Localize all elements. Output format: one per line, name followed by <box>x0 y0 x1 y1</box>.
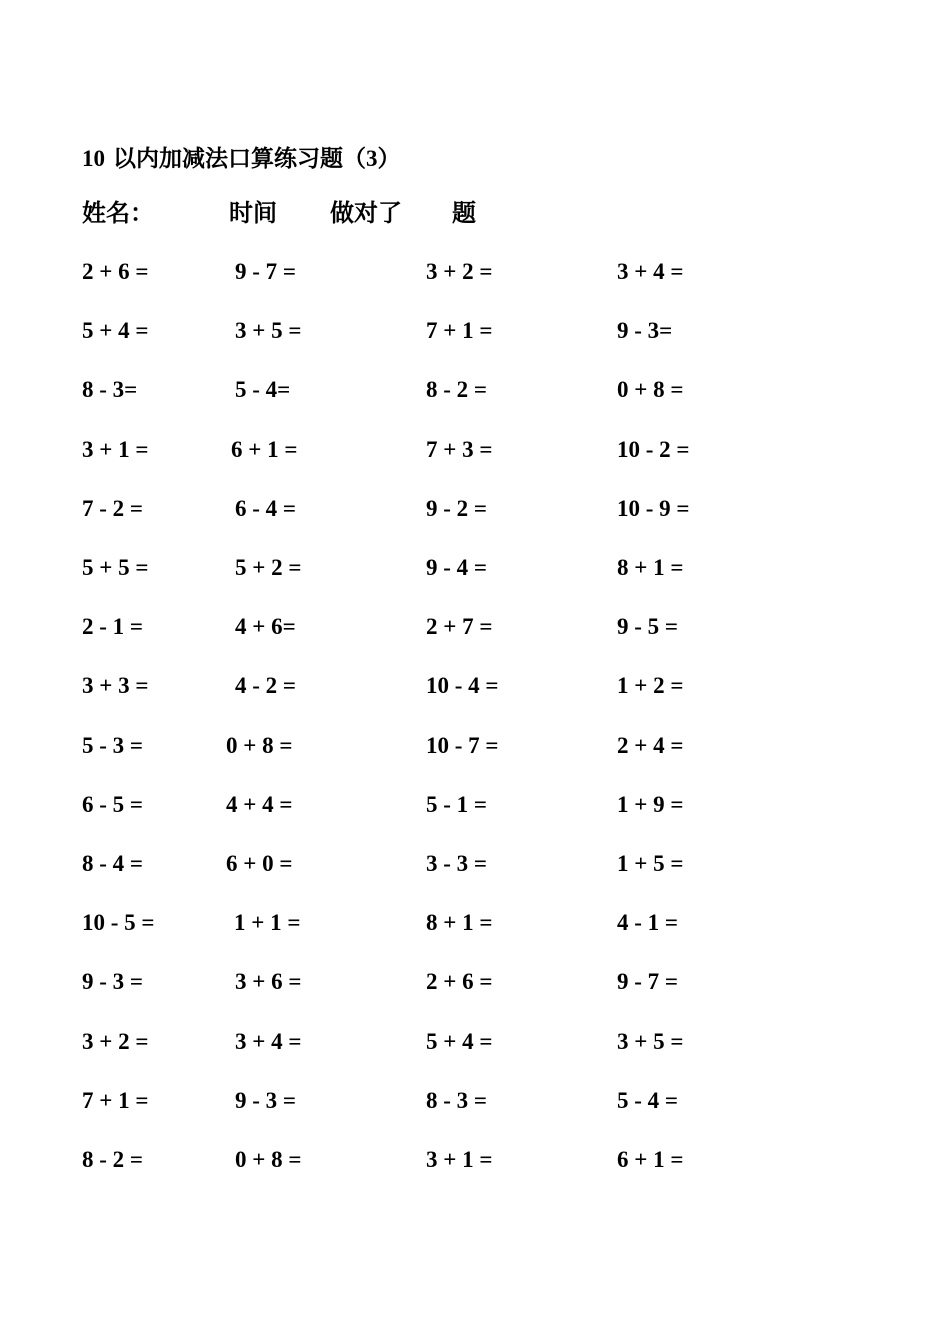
time-label: 时间 <box>229 199 277 227</box>
problem-r5-c1: 7 - 2 = <box>82 496 144 521</box>
problem-r7-c1: 2 - 1 = <box>82 614 144 639</box>
problem-r16-c2: 0 + 8 = <box>235 1147 302 1172</box>
problem-r5-c4: 10 - 9 = <box>617 496 690 521</box>
problem-r6-c2: 5 + 2 = <box>235 555 302 580</box>
problem-r10-c1: 6 - 5 = <box>82 792 144 817</box>
problem-r7-c3: 2 + 7 = <box>426 614 493 639</box>
problem-r14-c3: 5 + 4 = <box>426 1029 493 1054</box>
problem-r8-c3: 10 - 4 = <box>426 673 499 698</box>
problem-r10-c2: 4 + 4 = <box>226 792 293 817</box>
problem-r12-c3: 8 + 1 = <box>426 910 493 935</box>
problem-r3-c4: 0 + 8 = <box>617 377 684 402</box>
problem-r8-c4: 1 + 2 = <box>617 673 684 698</box>
problem-r6-c3: 9 - 4 = <box>426 555 488 580</box>
problem-r11-c2: 6 + 0 = <box>226 851 293 876</box>
problem-r13-c1: 9 - 3 = <box>82 969 144 994</box>
problem-r8-c2: 4 - 2 = <box>235 673 297 698</box>
problem-r15-c1: 7 + 1 = <box>82 1088 149 1113</box>
problem-r2-c1: 5 + 4 = <box>82 318 149 343</box>
problem-r12-c1: 10 - 5 = <box>82 910 155 935</box>
problem-r7-c2: 4 + 6= <box>235 614 296 639</box>
problem-r14-c4: 3 + 5 = <box>617 1029 684 1054</box>
problem-r4-c1: 3 + 1 = <box>82 437 149 462</box>
problem-r11-c4: 1 + 5 = <box>617 851 684 876</box>
problem-r2-c2: 3 + 5 = <box>235 318 302 343</box>
problem-r9-c4: 2 + 4 = <box>617 733 684 758</box>
problem-r11-c1: 8 - 4 = <box>82 851 144 876</box>
problem-r9-c3: 10 - 7 = <box>426 733 499 758</box>
problem-r10-c3: 5 - 1 = <box>426 792 488 817</box>
problem-r13-c2: 3 + 6 = <box>235 969 302 994</box>
problem-r11-c3: 3 - 3 = <box>426 851 488 876</box>
problem-r15-c4: 5 - 4 = <box>617 1088 679 1113</box>
question-label: 题 <box>452 199 476 227</box>
problem-r3-c3: 8 - 2 = <box>426 377 488 402</box>
problem-r7-c4: 9 - 5 = <box>617 614 679 639</box>
problem-r16-c1: 8 - 2 = <box>82 1147 144 1172</box>
problem-r2-c4: 9 - 3= <box>617 318 673 343</box>
problem-r1-c3: 3 + 2 = <box>426 259 493 284</box>
problem-r6-c4: 8 + 1 = <box>617 555 684 580</box>
problem-r1-c1: 2 + 6 = <box>82 259 149 284</box>
problem-r15-c3: 8 - 3 = <box>426 1088 488 1113</box>
problem-r3-c2: 5 - 4= <box>235 377 291 402</box>
problem-r16-c4: 6 + 1 = <box>617 1147 684 1172</box>
problem-r8-c1: 3 + 3 = <box>82 673 149 698</box>
name-label: 姓名： <box>82 199 154 227</box>
worksheet-title <box>82 140 401 173</box>
problem-r2-c3: 7 + 1 = <box>426 318 493 343</box>
problem-r14-c2: 3 + 4 = <box>235 1029 302 1054</box>
problem-r12-c4: 4 - 1 = <box>617 910 679 935</box>
problem-r1-c2: 9 - 7 = <box>235 259 297 284</box>
problem-r6-c1: 5 + 5 = <box>82 555 149 580</box>
title-suffix: ） <box>377 146 401 172</box>
problem-r13-c4: 9 - 7 = <box>617 969 679 994</box>
problem-r14-c1: 3 + 2 = <box>82 1029 149 1054</box>
correct-count-label: 做对了 <box>330 199 402 227</box>
problem-r5-c3: 9 - 2 = <box>426 496 488 521</box>
title-number: 3 <box>366 146 378 171</box>
problem-r4-c2: 6 + 1 = <box>231 437 298 462</box>
problem-r4-c4: 10 - 2 = <box>617 437 690 462</box>
title-prefix: 10 <box>82 146 105 171</box>
problem-r3-c1: 8 - 3= <box>82 377 138 402</box>
problem-r12-c2: 1 + 1 = <box>234 910 301 935</box>
title-main: 以内加减法口算练习题（ <box>105 146 367 172</box>
problem-r10-c4: 1 + 9 = <box>617 792 684 817</box>
problem-r16-c3: 3 + 1 = <box>426 1147 493 1172</box>
problem-r5-c2: 6 - 4 = <box>235 496 297 521</box>
problem-r1-c4: 3 + 4 = <box>617 259 684 284</box>
problem-r9-c1: 5 - 3 = <box>82 733 144 758</box>
problem-r15-c2: 9 - 3 = <box>235 1088 297 1113</box>
problem-r13-c3: 2 + 6 = <box>426 969 493 994</box>
problem-r9-c2: 0 + 8 = <box>226 733 293 758</box>
problem-r4-c3: 7 + 3 = <box>426 437 493 462</box>
